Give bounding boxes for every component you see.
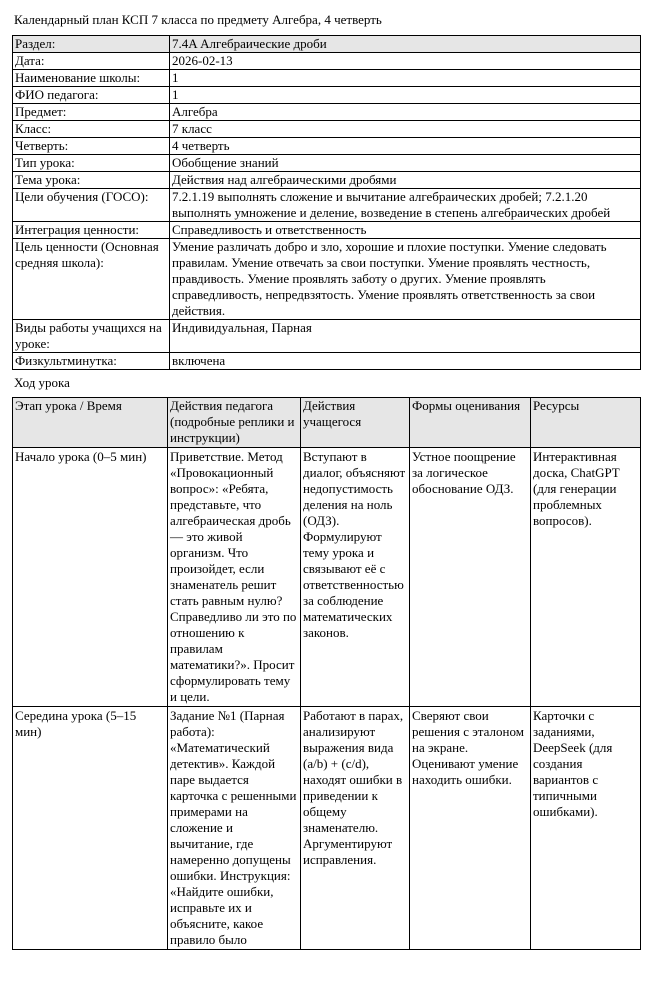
resources-cell: Карточки с заданиями, DeepSeek (для создания вариантов с типичными ошибками). xyxy=(531,707,641,950)
info-row xyxy=(13,353,641,370)
info-row xyxy=(13,138,641,155)
student-actions-cell: Вступают в диалог, объясняют недопустимость деления на ноль (ОДЗ). Формулируют тему урока и связывают её с ответственностью за соблюдение математических законов. xyxy=(301,448,410,707)
info-label: Дата: xyxy=(13,53,170,70)
lesson-flow-table xyxy=(12,397,641,950)
lesson-info-table xyxy=(12,35,641,370)
info-label: Цели обучения (ГОСО): xyxy=(13,189,170,222)
info-label: Четверть: xyxy=(13,138,170,155)
lesson-header-cell: Ресурсы xyxy=(531,398,641,448)
teacher-actions-cell: Задание №1 (Парная работа): «Математический детектив». Каждой паре выдается карточка с решенными примерами на сложение и вычитание, где намеренно допущены ошибки. Инструкция: «Найдите ошибки, исправьте их и объясните, какое правило было xyxy=(168,707,301,950)
assessment-cell: Сверяют свои решения с эталоном на экране. Оценивают умение находить ошибки. xyxy=(410,707,531,950)
info-label: Наименование школы: xyxy=(13,70,170,87)
info-value: Действия над алгебраическими дробями xyxy=(170,172,641,189)
teacher-actions-cell: Приветствие. Метод «Провокационный вопрос»: «Ребята, представьте, что алгебраическая дробь — это живой организм. Что произойдет, если знаменатель решит стать равным нулю? Справедливо ли это по отношению к правилам математики?». Просит сформулировать тему и цели. xyxy=(168,448,301,707)
info-value: 1 xyxy=(170,70,641,87)
lesson-header-cell: Этап урока / Время xyxy=(13,398,168,448)
info-label: ФИО педагога: xyxy=(13,87,170,104)
info-row xyxy=(13,70,641,87)
info-row xyxy=(13,320,641,353)
lesson-header-cell: Формы оценивания xyxy=(410,398,531,448)
info-row xyxy=(13,36,641,53)
info-value: 7.4A Алгебраические дроби xyxy=(170,36,641,53)
info-value: Алгебра xyxy=(170,104,641,121)
info-value: Обобщение знаний xyxy=(170,155,641,172)
document-title: Календарный план КСП 7 класса по предмету Алгебра, 4 четверть xyxy=(14,12,382,27)
info-row xyxy=(13,189,641,222)
info-row xyxy=(13,172,641,189)
info-row xyxy=(13,53,641,70)
info-row xyxy=(13,222,641,239)
info-value: включена xyxy=(170,353,641,370)
info-label: Раздел: xyxy=(13,36,170,53)
lesson-header-cell: Действия педагога (подробные реплики и инструкции) xyxy=(168,398,301,448)
info-label: Тема урока: xyxy=(13,172,170,189)
info-value: 7.2.1.19 выполнять сложение и вычитание алгебраических дробей; 7.2.1.20 выполнять умножение и деление, возведение в степень алгебраических дробей xyxy=(170,189,641,222)
info-label: Класс: xyxy=(13,121,170,138)
info-row xyxy=(13,87,641,104)
lesson-header-row xyxy=(13,398,641,448)
info-value: 7 класс xyxy=(170,121,641,138)
info-value: 1 xyxy=(170,87,641,104)
lesson-flow-label: Ход урока xyxy=(14,375,70,390)
info-label: Физкультминутка: xyxy=(13,353,170,370)
info-value: 4 четверть xyxy=(170,138,641,155)
info-label: Виды работы учащихся на уроке: xyxy=(13,320,170,353)
info-value: Справедливость и ответственность xyxy=(170,222,641,239)
lesson-row xyxy=(13,448,641,707)
info-row xyxy=(13,104,641,121)
info-value: Индивидуальная, Парная xyxy=(170,320,641,353)
info-label: Тип урока: xyxy=(13,155,170,172)
info-value: 2026-02-13 xyxy=(170,53,641,70)
info-row xyxy=(13,155,641,172)
resources-cell: Интерактивная доска, ChatGPT (для генерации проблемных вопросов). xyxy=(531,448,641,707)
lesson-header-cell: Действия учащегося xyxy=(301,398,410,448)
info-row xyxy=(13,121,641,138)
stage-cell: Начало урока (0–5 мин) xyxy=(13,448,168,707)
stage-cell: Середина урока (5–15 мин) xyxy=(13,707,168,950)
info-value: Умение различать добро и зло, хорошие и плохие поступки. Умение следовать правилам. Умение отвечать за свои поступки. Умение проявлять честность, правдивость. Умение проявлять заботу о других. Умение проявлять справедливость, непредвзятость. Умение проявлять ответственность за свои действия. xyxy=(170,239,641,320)
lesson-row xyxy=(13,707,641,950)
info-row xyxy=(13,239,641,320)
student-actions-cell: Работают в парах, анализируют выражения вида (a/b) + (c/d), находят ошибки в приведении к общему знаменателю. Аргументируют исправления. xyxy=(301,707,410,950)
info-label: Интеграция ценности: xyxy=(13,222,170,239)
info-label: Цель ценности (Основная средняя школа): xyxy=(13,239,170,320)
assessment-cell: Устное поощрение за логическое обоснование ОДЗ. xyxy=(410,448,531,707)
info-label: Предмет: xyxy=(13,104,170,121)
